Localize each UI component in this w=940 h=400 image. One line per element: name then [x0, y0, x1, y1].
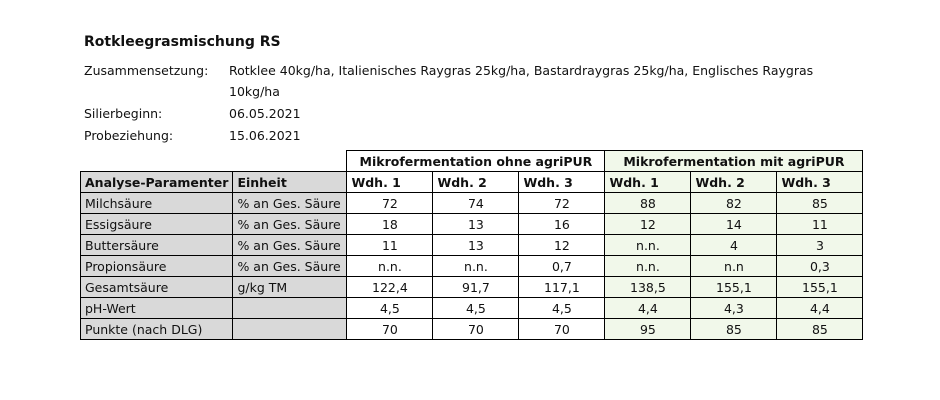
cell-value: 85 — [691, 319, 777, 340]
zusammensetzung-value-cont: 10kg/ha — [229, 84, 280, 99]
group-header-row — [81, 151, 863, 172]
cell-value: 4,3 — [691, 298, 777, 319]
cell-value: 155,1 — [777, 277, 863, 298]
header-rep: Wdh. 2 — [433, 172, 519, 193]
cell-value: 4,5 — [347, 298, 433, 319]
cell-value: 16 — [519, 214, 605, 235]
row-param: Propionsäure — [81, 256, 233, 277]
cell-value: 85 — [777, 319, 863, 340]
cell-value: 138,5 — [605, 277, 691, 298]
row-param: Punkte (nach DLG) — [81, 319, 233, 340]
table-row — [81, 214, 863, 235]
cell-value: 12 — [605, 214, 691, 235]
cell-value: 72 — [347, 193, 433, 214]
row-unit — [233, 298, 347, 319]
table-row — [81, 319, 863, 340]
silierbeginn-value: 06.05.2021 — [229, 106, 301, 121]
row-unit: % an Ges. Säure — [233, 235, 347, 256]
probeziehung-value: 15.06.2021 — [229, 128, 301, 143]
cell-value: n.n. — [433, 256, 519, 277]
row-unit: % an Ges. Säure — [233, 193, 347, 214]
header-unit: Einheit — [233, 172, 347, 193]
row-param: Gesamtsäure — [81, 277, 233, 298]
cell-value: 0,7 — [519, 256, 605, 277]
header-rep: Wdh. 3 — [519, 172, 605, 193]
zusammensetzung-label: Zusammensetzung: — [84, 63, 209, 78]
row-unit: % an Ges. Säure — [233, 256, 347, 277]
cell-value: 3 — [777, 235, 863, 256]
table-row — [81, 193, 863, 214]
row-unit — [233, 319, 347, 340]
table-row — [81, 277, 863, 298]
group-header-ohne: Mikrofermentation ohne agriPUR — [347, 151, 605, 172]
row-param: Essigsäure — [81, 214, 233, 235]
cell-value: 72 — [519, 193, 605, 214]
cell-value: n.n. — [605, 235, 691, 256]
cell-value: 85 — [777, 193, 863, 214]
silierbeginn-label: Silierbeginn: — [84, 106, 163, 121]
cell-value: n.n. — [605, 256, 691, 277]
group-header-mit: Mikrofermentation mit agriPUR — [605, 151, 863, 172]
document-title: Rotkleegrasmischung RS — [84, 34, 281, 50]
table-row — [81, 235, 863, 256]
probeziehung-label: Probeziehung: — [84, 128, 174, 143]
cell-value: 117,1 — [519, 277, 605, 298]
header-rep: Wdh. 2 — [691, 172, 777, 193]
cell-value: 70 — [433, 319, 519, 340]
cell-value: 18 — [347, 214, 433, 235]
cell-value: 0,3 — [777, 256, 863, 277]
cell-value: 4,4 — [605, 298, 691, 319]
row-param: pH-Wert — [81, 298, 233, 319]
cell-value: 4,4 — [777, 298, 863, 319]
cell-value: 11 — [347, 235, 433, 256]
row-unit: % an Ges. Säure — [233, 214, 347, 235]
table-row — [81, 256, 863, 277]
cell-value: 14 — [691, 214, 777, 235]
header-rep: Wdh. 3 — [777, 172, 863, 193]
cell-value: 91,7 — [433, 277, 519, 298]
header-param: Analyse-Paramenter — [81, 172, 233, 193]
cell-value: 82 — [691, 193, 777, 214]
cell-value: 88 — [605, 193, 691, 214]
cell-value: 11 — [777, 214, 863, 235]
column-header-row — [81, 172, 863, 193]
row-param: Milchsäure — [81, 193, 233, 214]
cell-value: 74 — [433, 193, 519, 214]
zusammensetzung-value: Rotklee 40kg/ha, Italienisches Raygras 25kg/ha, Bastardraygras 25kg/ha, Englisches Raygras — [229, 63, 814, 78]
cell-value: 4,5 — [519, 298, 605, 319]
table-row — [81, 298, 863, 319]
analysis-table — [80, 150, 863, 340]
cell-value: n.n — [691, 256, 777, 277]
cell-value: 13 — [433, 214, 519, 235]
cell-value: 122,4 — [347, 277, 433, 298]
header-rep: Wdh. 1 — [347, 172, 433, 193]
cell-value: 155,1 — [691, 277, 777, 298]
cell-value: 4,5 — [433, 298, 519, 319]
cell-value: 70 — [519, 319, 605, 340]
cell-value: 12 — [519, 235, 605, 256]
header-rep: Wdh. 1 — [605, 172, 691, 193]
cell-value: n.n. — [347, 256, 433, 277]
cell-value: 70 — [347, 319, 433, 340]
cell-value: 13 — [433, 235, 519, 256]
cell-value: 95 — [605, 319, 691, 340]
cell-value: 4 — [691, 235, 777, 256]
row-unit: g/kg TM — [233, 277, 347, 298]
row-param: Buttersäure — [81, 235, 233, 256]
